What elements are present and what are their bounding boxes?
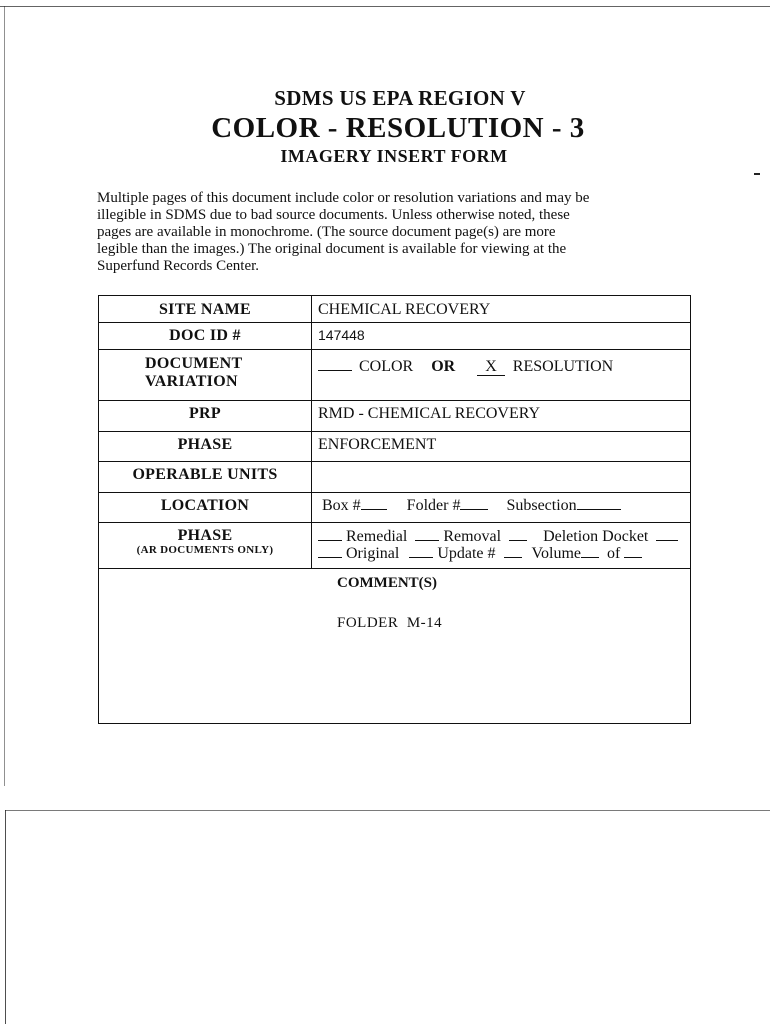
volume-blank [581,545,599,558]
update-number-blank [504,545,522,558]
scan-speck [754,173,760,175]
row-phase [99,432,691,462]
row-phase-ar [99,523,691,569]
box-blank [361,497,387,510]
deletion-docket-blank [656,528,678,541]
intro-paragraph [97,190,697,275]
phase-label: PHASE [177,436,233,453]
original-blank [318,545,342,558]
intro-line: legible than the images.) The original document is available for viewing at the [97,241,567,257]
box-field-label: Box # [322,497,361,514]
prp-value: RMD - CHEMICAL RECOVERY [318,405,541,422]
phase-value: ENFORCEMENT [318,436,437,453]
removal-blank [415,528,439,541]
update-blank [409,545,433,558]
intro-line: illegible in SDMS due to bad source documents. Unless otherwise noted, these [97,207,570,223]
original-option: Original [346,545,400,562]
color-option: COLOR [359,358,414,375]
form-title: COLOR - RESOLUTION - 3 [211,112,585,144]
scan-edge-lower [5,810,770,811]
doc-id-label: DOC ID # [169,327,241,344]
removal-option: Removal [443,528,502,545]
phase-ar-label: PHASE [177,527,233,544]
folder-field-label: Folder # [406,497,461,514]
row-comments [99,569,691,724]
deletion-docket-option: Deletion Docket [543,528,649,545]
insert-form-table [98,295,691,724]
row-location [99,493,691,523]
remedial-blank [318,528,342,541]
intro-line: pages are available in monochrome. (The source document page(s) are more [97,224,556,240]
or-text: OR [431,358,456,375]
subsection-blank [577,497,621,510]
intro-line: Multiple pages of this document include color or resolution variations and may be [97,190,590,206]
site-name-label: SITE NAME [158,301,252,318]
phase-ar-sublabel: (AR DOCUMENTS ONLY) [136,544,274,556]
folder-blank [460,497,488,510]
scan-edge-top [0,6,770,7]
color-blank [318,358,352,371]
row-doc-id [99,323,691,350]
location-label: LOCATION [160,497,250,514]
subsection-field-label: Subsection [506,497,577,514]
resolution-option: RESOLUTION [512,358,614,375]
prp-label: PRP [188,405,221,422]
intro-line: Superfund Records Center. [97,258,260,274]
row-document-variation [99,350,691,401]
site-name-value: CHEMICAL RECOVERY [318,301,491,318]
form-subtitle: IMAGERY INSERT FORM [280,146,508,166]
update-option: Update # [437,545,496,562]
operable-units-label: OPERABLE UNITS [132,466,278,483]
row-prp [99,401,691,432]
removal-trailing-blank [509,528,527,541]
variation-label-line2: VARIATION [145,373,238,390]
agency-heading: SDMS US EPA REGION V [274,86,526,110]
doc-id-value: 147448 [318,327,365,343]
resolution-mark: X [477,358,505,376]
variation-label-line1: DOCUMENT [145,355,243,372]
of-blank [624,545,642,558]
of-text: of [607,545,621,562]
row-operable-units [99,462,691,493]
volume-option: Volume [531,545,582,562]
scan-edge-lower-left [5,810,6,1024]
comments-label: COMMENT(S) [337,575,437,591]
remedial-option: Remedial [346,528,408,545]
row-site-name [99,296,691,323]
comments-value: FOLDER M-14 [337,615,443,631]
